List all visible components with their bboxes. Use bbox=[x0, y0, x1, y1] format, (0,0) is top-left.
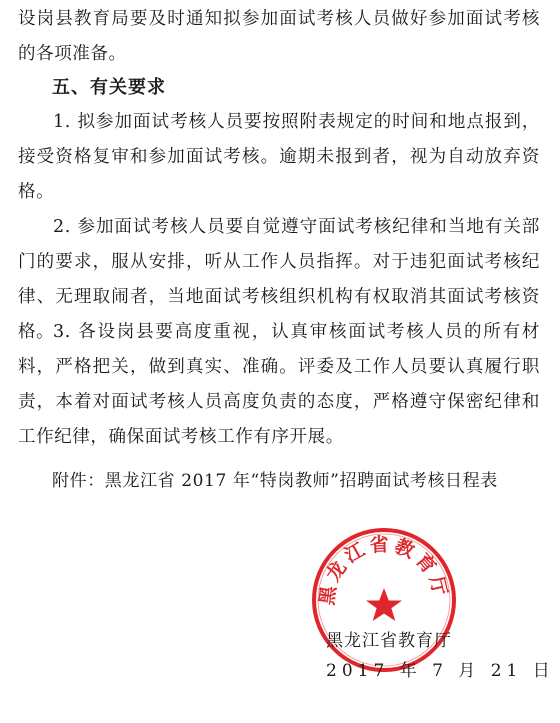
requirement-item-1: 1. 拟参加面试考核人员要按照附表规定的时间和地点报到，接受资格复审和参加面试考核。逾期未报到者，视为自动放弃资格。 bbox=[18, 112, 540, 202]
intro-paragraph: 设岗县教育局要及时通知拟参加面试考核人员做好参加面试考核的各项准备。 bbox=[18, 9, 540, 64]
seal-star-icon bbox=[366, 588, 402, 621]
document-date: 2017 年 7 月 21 日 bbox=[326, 661, 555, 681]
signer-name: 黑龙江省教育厅 bbox=[326, 631, 452, 651]
section-heading: 五、有关要求 bbox=[52, 77, 166, 98]
requirement-item-3: 3. 各设岗县要高度重视，认真审核面试考核人员的所有材料，严格把关，做到真实、准确。评委及工作人员要认真履行职责，本着对面试考核人员高度负责的态度，严格遵守保密纪律和工作纪律，确保面试考核工作有序开展。 bbox=[18, 322, 540, 447]
official-seal-icon bbox=[309, 525, 459, 675]
attachment-line: 附件：黑龙江省 2017 年“特岗教师”招聘面试考核日程表 bbox=[52, 471, 498, 491]
seal-arc-text: 黑龙江省教育厅 bbox=[316, 533, 452, 607]
requirement-item-2: 2. 参加面试考核人员要自觉遵守面试考核纪律和当地有关部门的要求，服从安排，听从工作人员指挥。对于违犯面试考核纪律、无理取闹者，当地面试考核组织机构有权取消其面试考核资格。 bbox=[18, 217, 540, 342]
